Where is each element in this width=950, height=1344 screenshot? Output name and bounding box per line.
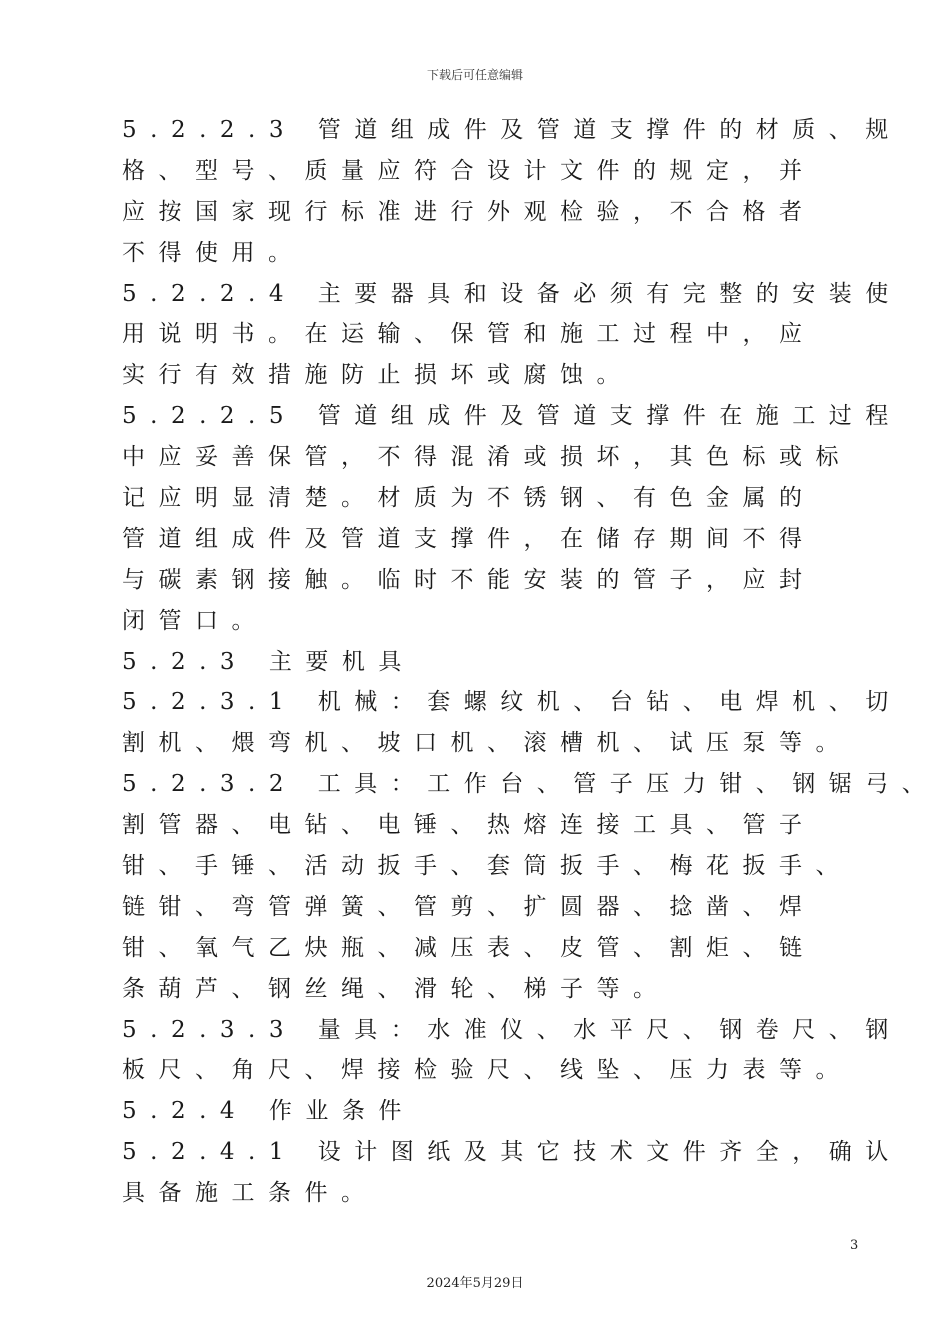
body-line: 钳、氧气乙炔瓶、减压表、皮管、割炬、链 [122, 934, 816, 961]
body-line: 管道组成件及管道支撑件，在储存期间不得 [122, 525, 816, 552]
body-line: 条葫芦、钢丝绳、滑轮、梯子等。 [122, 975, 670, 1002]
body-line: 链钳、弯管弹簧、管剪、扩圆器、捻凿、焊 [122, 893, 816, 920]
body-line: 5.2.3.3 量具：水准仪、水平尺、钢卷尺、钢 [122, 1016, 902, 1043]
page-number: 3 [850, 1238, 859, 1253]
body-line: 与碳素钢接触。临时不能安装的管子，应封 [122, 566, 816, 593]
body-line: 记应明显清楚。材质为不锈钢、有色金属的 [122, 485, 816, 512]
body-line: 用说明书。在运输、保管和施工过程中，应 [122, 321, 816, 348]
body-line: 格、型号、质量应符合设计文件的规定，并 [122, 157, 816, 184]
body-line: 板尺、角尺、焊接检验尺、线坠、压力表等。 [122, 1057, 852, 1084]
body-line: 中应妥善保管，不得混淆或损坏，其色标或标 [122, 444, 852, 471]
section-heading: 5.2.3 主要机具 [122, 648, 415, 675]
footer-date: 2024年5月29日 [426, 1276, 524, 1291]
page-header: 下载后可任意编辑 [426, 68, 523, 82]
body-line: 5.2.2.4 主要器具和设备必须有完整的安装使 [122, 280, 902, 307]
body-line: 5.2.3.1 机械：套螺纹机、台钻、电焊机、切 [122, 689, 902, 716]
body-line: 割机、煨弯机、坡口机、滚槽机、试压泵等。 [122, 730, 852, 757]
body-line: 应按国家现行标准进行外观检验，不合格者 [122, 198, 816, 225]
body-line: 5.2.4.1 设计图纸及其它技术文件齐全，确认 [122, 1139, 902, 1166]
body-line: 具备施工条件。 [122, 1180, 378, 1207]
body-line: 5.2.2.5 管道组成件及管道支撑件在施工过程 [122, 403, 902, 430]
document-body [122, 110, 939, 1214]
body-line: 钳、手锤、活动扳手、套筒扳手、梅花扳手、 [122, 853, 852, 880]
section-heading: 5.2.4 作业条件 [122, 1098, 415, 1125]
body-line: 闭管口。 [122, 607, 268, 634]
body-line: 不得使用。 [122, 239, 305, 266]
body-line: 5.2.2.3 管道组成件及管道支撑件的材质、规 [122, 117, 902, 143]
body-line: 割管器、电钻、电锤、热熔连接工具、管子 [122, 812, 816, 839]
body-line: 实行有效措施防止损坏或腐蚀。 [122, 362, 633, 389]
body-line: 5.2.3.2 工具：工作台、管子压力钳、钢锯弓、 [122, 771, 939, 798]
